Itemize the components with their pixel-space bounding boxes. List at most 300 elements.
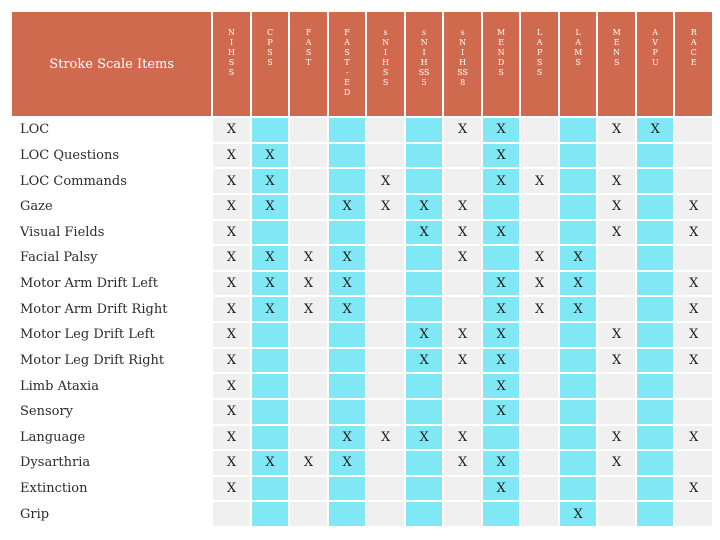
cell-avpu: [637, 502, 674, 526]
cell-mens: [598, 502, 635, 526]
cell-lapss: [521, 349, 558, 373]
cell-s_nihss: [367, 323, 404, 347]
column-header-letter: N: [497, 48, 505, 57]
cell-nihss: X: [213, 272, 250, 296]
column-header-letter: S: [536, 58, 543, 67]
cell-cpss: X: [252, 272, 289, 296]
cell-nihss: X: [213, 246, 250, 270]
cell-avpu: [637, 349, 674, 373]
column-header-letter: T: [344, 58, 350, 67]
cell-mens: [598, 374, 635, 398]
cell-cpss: X: [252, 195, 289, 219]
cell-mens: X: [598, 195, 635, 219]
cell-lapss: X: [521, 297, 558, 321]
cell-s_nihss_5: X: [406, 426, 443, 450]
cell-nihss: X: [213, 195, 250, 219]
cell-lapss: [521, 400, 558, 424]
column-header-letter: T: [305, 58, 312, 67]
cell-s_nihss_5: [406, 374, 443, 398]
column-header-letter: D: [343, 88, 351, 97]
column-header-fast_ed: [329, 12, 366, 116]
cell-s_nihss_5: [406, 297, 443, 321]
cell-s_nihss_8: X: [444, 323, 481, 347]
column-header-race: [675, 12, 712, 116]
column-header-mens: [598, 12, 635, 116]
row-label: Visual Fields: [20, 224, 105, 240]
cell-s_nihss_5: [406, 272, 443, 296]
column-header-letter: A: [652, 28, 659, 37]
cell-race: X: [675, 349, 712, 373]
cell-s_nihss_5: X: [406, 323, 443, 347]
row-label: Facial Palsy: [20, 250, 98, 266]
cell-s_nihss_5: [406, 144, 443, 168]
row-label: Dysarthria: [20, 455, 91, 471]
cell-nihss: X: [213, 297, 250, 321]
cell-cpss: X: [252, 246, 289, 270]
cell-lams: [560, 426, 597, 450]
cell-lams: X: [560, 502, 597, 526]
column-header-letter: SS: [457, 68, 469, 77]
table-row: [12, 477, 712, 501]
cell-mends: X: [483, 272, 520, 296]
cell-s_nihss_8: X: [444, 195, 481, 219]
cell-lams: [560, 221, 597, 245]
cell-mends: X: [483, 477, 520, 501]
cell-race: X: [675, 195, 712, 219]
cell-mends: X: [483, 451, 520, 475]
cell-s_nihss: [367, 349, 404, 373]
column-header-letter: I: [422, 48, 426, 57]
row-label: Motor Arm Drift Left: [20, 276, 158, 292]
cell-race: [675, 118, 712, 142]
cell-s_nihss_8: [444, 477, 481, 501]
cell-lams: [560, 323, 597, 347]
cell-mends: [483, 426, 520, 450]
row-label: Motor Leg Drift Left: [20, 327, 155, 343]
column-header-letter: R: [690, 28, 697, 37]
cell-fast_ed: [329, 400, 366, 424]
row-label: Motor Leg Drift Right: [20, 352, 165, 368]
table-row: [12, 246, 712, 270]
cell-fast_ed: [329, 502, 366, 526]
cell-lams: [560, 349, 597, 373]
cell-fast: X: [290, 246, 327, 270]
cell-lams: [560, 144, 597, 168]
cell-s_nihss_8: X: [444, 426, 481, 450]
cell-fast: [290, 426, 327, 450]
cell-lapss: X: [521, 246, 558, 270]
cell-s_nihss_8: [444, 374, 481, 398]
cell-fast_ed: X: [329, 246, 366, 270]
column-header-letter: S: [305, 48, 312, 57]
cell-fast: [290, 118, 327, 142]
column-header-letter: S: [575, 58, 581, 67]
column-header-letter: N: [613, 48, 621, 57]
cell-s_nihss_5: [406, 451, 443, 475]
column-header-letter: A: [536, 38, 543, 47]
cell-fast_ed: [329, 144, 366, 168]
cell-s_nihss_5: X: [406, 349, 443, 373]
cell-fast: [290, 400, 327, 424]
cell-s_nihss: [367, 272, 404, 296]
corner-header: Stroke Scale Items: [12, 12, 211, 116]
column-header-letter: A: [344, 38, 350, 47]
table-row: [12, 195, 712, 219]
cell-cpss: X: [252, 144, 289, 168]
cell-lams: [560, 169, 597, 193]
cell-s_nihss_8: X: [444, 451, 481, 475]
cell-fast_ed: [329, 349, 366, 373]
table-row: [12, 426, 712, 450]
cell-s_nihss: [367, 374, 404, 398]
row-label: Extinction: [20, 481, 88, 497]
cell-s_nihss_5: [406, 169, 443, 193]
cell-nihss: X: [213, 400, 250, 424]
column-header-letter: S: [267, 48, 273, 57]
cell-fast_ed: [329, 118, 366, 142]
column-header-s_nihss: [367, 12, 404, 116]
cell-s_nihss: X: [367, 426, 404, 450]
cell-nihss: X: [213, 426, 250, 450]
cell-s_nihss_5: [406, 246, 443, 270]
column-header-letter: H: [382, 58, 390, 67]
cell-cpss: [252, 477, 289, 501]
cell-s_nihss_8: X: [444, 349, 481, 373]
cell-avpu: [637, 144, 674, 168]
cell-lapss: [521, 323, 558, 347]
cell-race: X: [675, 426, 712, 450]
column-header-letter: L: [575, 28, 581, 37]
column-header-lapss: [521, 12, 558, 116]
column-header-letter: P: [267, 38, 273, 47]
column-header-letter: U: [651, 58, 659, 67]
cell-s_nihss: [367, 118, 404, 142]
column-header-letter: 5: [421, 78, 427, 87]
table-body: [12, 118, 712, 526]
cell-s_nihss_5: [406, 118, 443, 142]
column-header-letter: A: [305, 38, 312, 47]
cell-nihss: X: [213, 118, 250, 142]
cell-s_nihss_8: X: [444, 221, 481, 245]
column-header-lams: [560, 12, 597, 116]
column-header-letter: I: [229, 38, 234, 47]
cell-nihss: X: [213, 349, 250, 373]
cell-s_nihss_5: X: [406, 221, 443, 245]
cell-fast_ed: X: [329, 272, 366, 296]
cell-s_nihss: X: [367, 195, 404, 219]
cell-race: [675, 451, 712, 475]
cell-avpu: [637, 297, 674, 321]
cell-cpss: [252, 374, 289, 398]
cell-nihss: X: [213, 144, 250, 168]
row-label: Sensory: [20, 404, 74, 420]
cell-lams: [560, 477, 597, 501]
column-header-letter: s: [422, 28, 427, 37]
cell-s_nihss_8: [444, 297, 481, 321]
cell-nihss: X: [213, 323, 250, 347]
cell-avpu: [637, 195, 674, 219]
cell-race: X: [675, 272, 712, 296]
column-header-letter: C: [266, 28, 274, 37]
cell-fast: X: [290, 451, 327, 475]
cell-s_nihss: [367, 221, 404, 245]
cell-fast: X: [290, 272, 327, 296]
cell-fast: [290, 349, 327, 373]
column-header-letter: E: [613, 38, 620, 47]
cell-cpss: [252, 400, 289, 424]
header-row: [12, 12, 712, 116]
table-row: [12, 502, 712, 526]
cell-mends: X: [483, 400, 520, 424]
cell-mens: [598, 272, 635, 296]
row-label: Motor Arm Drift Right: [20, 301, 168, 317]
cell-fast: [290, 221, 327, 245]
cell-lapss: [521, 118, 558, 142]
cell-lapss: [521, 426, 558, 450]
cell-s_nihss: [367, 297, 404, 321]
cell-lams: [560, 451, 597, 475]
column-header-letter: S: [382, 78, 389, 87]
cell-mends: X: [483, 297, 520, 321]
cell-mends: X: [483, 144, 520, 168]
cell-s_nihss: X: [367, 169, 404, 193]
column-header-letter: E: [498, 38, 505, 47]
column-header-letter: E: [690, 58, 697, 67]
cell-cpss: [252, 426, 289, 450]
column-header-letter: A: [575, 38, 582, 47]
cell-fast_ed: X: [329, 426, 366, 450]
row-label: Language: [20, 429, 86, 445]
cell-race: [675, 246, 712, 270]
cell-mens: X: [598, 169, 635, 193]
table-row: [12, 118, 712, 142]
column-header-letter: S: [344, 48, 350, 57]
column-header-letter: S: [267, 58, 273, 67]
stroke-scale-comparison-table: [10, 10, 714, 528]
cell-cpss: X: [252, 297, 289, 321]
cell-mends: X: [483, 349, 520, 373]
cell-mens: [598, 400, 635, 424]
column-header-letter: N: [228, 28, 236, 37]
cell-avpu: [637, 477, 674, 501]
cell-fast_ed: [329, 374, 366, 398]
cell-race: X: [675, 221, 712, 245]
cell-mends: X: [483, 374, 520, 398]
cell-cpss: [252, 221, 289, 245]
column-header-letter: D: [497, 58, 505, 67]
column-header-letter: 8: [460, 78, 466, 87]
column-header-cpss: [252, 12, 289, 116]
cell-s_nihss_8: [444, 502, 481, 526]
cell-mens: [598, 477, 635, 501]
row-label: Limb Ataxia: [20, 378, 99, 394]
row-label: LOC Commands: [20, 173, 127, 189]
column-header-letter: A: [690, 38, 697, 47]
column-header-letter: V: [652, 38, 659, 47]
cell-fast_ed: X: [329, 297, 366, 321]
column-header-nihss: [213, 12, 250, 116]
column-header-letter: M: [497, 28, 506, 37]
column-header-letter: I: [384, 48, 388, 57]
cell-lapss: [521, 451, 558, 475]
cell-mens: X: [598, 323, 635, 347]
cell-race: X: [675, 297, 712, 321]
cell-fast: X: [290, 297, 327, 321]
cell-race: [675, 374, 712, 398]
cell-avpu: [637, 374, 674, 398]
cell-cpss: [252, 118, 289, 142]
cell-race: X: [675, 323, 712, 347]
cell-avpu: [637, 169, 674, 193]
cell-mends: X: [483, 169, 520, 193]
table-row: [12, 169, 712, 193]
cell-race: [675, 502, 712, 526]
cell-fast: [290, 502, 327, 526]
column-header-letter: N: [459, 38, 467, 47]
column-header-letter: S: [382, 68, 389, 77]
cell-lapss: X: [521, 272, 558, 296]
cell-avpu: X: [637, 118, 674, 142]
cell-avpu: [637, 221, 674, 245]
column-header-letter: N: [382, 38, 390, 47]
cell-nihss: X: [213, 221, 250, 245]
cell-s_nihss: [367, 451, 404, 475]
table-row: [12, 297, 712, 321]
cell-s_nihss: [367, 477, 404, 501]
cell-s_nihss_8: X: [444, 246, 481, 270]
cell-s_nihss_8: [444, 144, 481, 168]
column-header-fast: [290, 12, 327, 116]
cell-nihss: X: [213, 477, 250, 501]
row-label: Gaze: [20, 199, 53, 215]
column-header-letter: M: [612, 28, 621, 37]
cell-s_nihss_5: X: [406, 195, 443, 219]
table-row: [12, 323, 712, 347]
column-header-letter: S: [498, 68, 504, 77]
table-row: [12, 451, 712, 475]
cell-cpss: [252, 502, 289, 526]
cell-lapss: X: [521, 169, 558, 193]
column-header-avpu: [637, 12, 674, 116]
row-label: Grip: [20, 506, 50, 522]
cell-lams: X: [560, 272, 597, 296]
cell-fast_ed: [329, 169, 366, 193]
cell-s_nihss: [367, 502, 404, 526]
column-header-letter: C: [690, 48, 697, 57]
column-header-letter: H: [459, 58, 467, 67]
cell-nihss: X: [213, 451, 250, 475]
cell-s_nihss_5: [406, 400, 443, 424]
cell-lams: [560, 195, 597, 219]
cell-cpss: X: [252, 169, 289, 193]
cell-s_nihss: [367, 400, 404, 424]
cell-avpu: [637, 323, 674, 347]
cell-fast: [290, 144, 327, 168]
cell-mends: [483, 502, 520, 526]
cell-mens: X: [598, 221, 635, 245]
cell-mends: X: [483, 118, 520, 142]
cell-lapss: [521, 195, 558, 219]
cell-race: X: [675, 477, 712, 501]
table-row: [12, 272, 712, 296]
cell-mends: X: [483, 323, 520, 347]
cell-fast_ed: [329, 323, 366, 347]
column-header-letter: L: [536, 28, 543, 37]
cell-race: [675, 400, 712, 424]
cell-mends: X: [483, 221, 520, 245]
column-header-letter: S: [536, 68, 543, 77]
column-header-letter: S: [228, 68, 235, 77]
cell-nihss: X: [213, 169, 250, 193]
cell-race: [675, 169, 712, 193]
column-header-letter: S: [613, 58, 620, 67]
column-header-letter: E: [344, 78, 350, 87]
cell-lams: X: [560, 297, 597, 321]
column-header-letter: I: [461, 48, 465, 57]
column-header-letter: s: [460, 28, 465, 37]
cell-lams: [560, 374, 597, 398]
cell-mens: [598, 144, 635, 168]
column-header-letter: F: [344, 28, 350, 37]
table-row: [12, 144, 712, 168]
cell-mens: [598, 246, 635, 270]
column-header-s_nihss_5: [406, 12, 443, 116]
row-label: LOC Questions: [20, 147, 120, 163]
cell-mends: [483, 195, 520, 219]
cell-lams: [560, 400, 597, 424]
cell-fast: [290, 477, 327, 501]
cell-lams: X: [560, 246, 597, 270]
cell-avpu: [637, 451, 674, 475]
cell-s_nihss_5: [406, 502, 443, 526]
cell-mens: X: [598, 451, 635, 475]
cell-avpu: [637, 246, 674, 270]
cell-lams: [560, 118, 597, 142]
column-header-letter: P: [652, 48, 658, 57]
column-header-letter: H: [228, 48, 236, 57]
column-header-letter: M: [574, 48, 583, 57]
cell-mens: X: [598, 426, 635, 450]
table-row: [12, 374, 712, 398]
cell-lapss: [521, 374, 558, 398]
cell-fast: [290, 169, 327, 193]
column-header-letter: P: [536, 48, 543, 57]
cell-cpss: [252, 349, 289, 373]
cell-nihss: X: [213, 374, 250, 398]
cell-s_nihss_8: [444, 272, 481, 296]
table-row: [12, 221, 712, 245]
column-header-letter: S: [228, 58, 235, 67]
cell-race: [675, 144, 712, 168]
cell-fast: [290, 323, 327, 347]
cell-fast: [290, 195, 327, 219]
cell-s_nihss: [367, 246, 404, 270]
cell-avpu: [637, 400, 674, 424]
cell-mens: X: [598, 349, 635, 373]
cell-lapss: [521, 502, 558, 526]
column-header-letter: H: [420, 58, 428, 67]
column-header-letter: N: [420, 38, 428, 47]
cell-s_nihss_8: [444, 169, 481, 193]
cell-avpu: [637, 272, 674, 296]
cell-lapss: [521, 144, 558, 168]
cell-fast_ed: [329, 477, 366, 501]
column-header-s_nihss_8: [444, 12, 481, 116]
cell-s_nihss: [367, 144, 404, 168]
cell-fast_ed: X: [329, 451, 366, 475]
column-header-letter: SS: [418, 68, 430, 77]
column-header-mends: [483, 12, 520, 116]
